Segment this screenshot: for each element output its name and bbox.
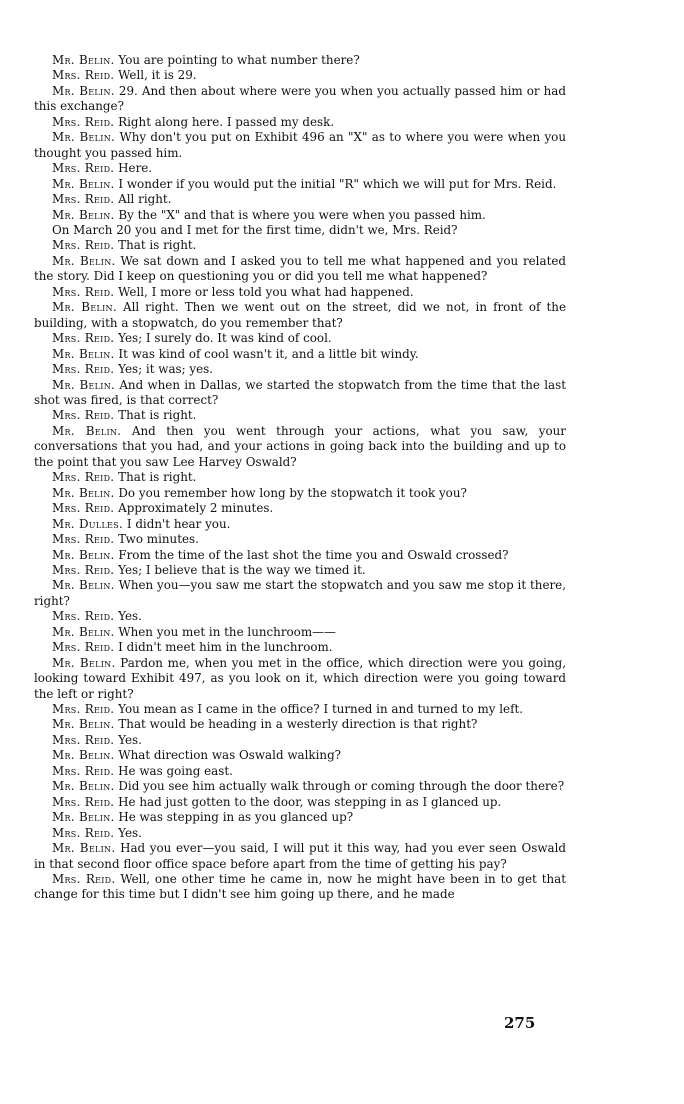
speaker-label: Mrs. Reid. bbox=[52, 331, 115, 346]
transcript-paragraph bbox=[34, 115, 566, 130]
speaker-label: Mr. Belin. bbox=[52, 624, 115, 639]
paragraph-text: Did you see him actually walk through or coming through the door there? bbox=[118, 779, 565, 794]
transcript-paragraph bbox=[34, 717, 566, 732]
transcript-paragraph bbox=[34, 254, 566, 285]
transcript-paragraph bbox=[34, 501, 566, 516]
transcript-paragraph bbox=[34, 424, 566, 470]
paragraph-text: On March 20 you and I met for the first time, didn't we, Mrs. Reid? bbox=[52, 222, 458, 237]
speaker-label: Mrs. Reid. bbox=[52, 161, 115, 176]
paragraph-text: Yes; I surely do. It was kind of cool. bbox=[118, 331, 332, 346]
transcript-paragraph bbox=[34, 609, 566, 624]
transcript-paragraph bbox=[34, 826, 566, 841]
transcript-paragraph bbox=[34, 223, 566, 238]
speaker-label: Mr. Belin. bbox=[52, 377, 116, 392]
transcript-paragraph bbox=[34, 331, 566, 346]
paragraph-text: And when in Dallas, we started the stopwatch from the time that the last shot was fired, is that correct? bbox=[34, 377, 567, 407]
transcript-paragraph bbox=[34, 84, 566, 115]
transcript-paragraph bbox=[34, 192, 566, 207]
speaker-label: Mrs. Reid. bbox=[52, 794, 115, 809]
paragraph-text: Well, one other time he came in, now he might have been in to get that change for this time but I didn't see him going up there, and he made bbox=[34, 872, 566, 902]
transcript-paragraph bbox=[34, 68, 566, 83]
paragraph-text: That is right. bbox=[118, 470, 197, 485]
transcript-paragraph bbox=[34, 795, 566, 810]
transcript-paragraph bbox=[34, 517, 566, 532]
paragraph-text: We sat down and I asked you to tell me what happened and you related the story. Did I keep on questioning you or did you tell me what happened? bbox=[34, 253, 566, 284]
paragraph-text: That is right. bbox=[118, 238, 197, 253]
speaker-label: Mr. Belin. bbox=[52, 53, 115, 67]
speaker-label: Mrs. Reid. bbox=[52, 532, 115, 547]
speaker-label: Mr. Belin. bbox=[52, 578, 115, 593]
paragraph-text: Well, I more or less told you what had happened. bbox=[118, 284, 414, 299]
speaker-label: Mrs. Reid. bbox=[52, 562, 115, 577]
speaker-label: Mrs. Reid. bbox=[52, 640, 115, 655]
transcript-paragraph bbox=[34, 578, 566, 609]
speaker-label: Mrs. Reid. bbox=[52, 872, 116, 887]
transcript-paragraph bbox=[34, 640, 566, 655]
paragraph-text: All right. Then we went out on the street, did we not, in front of the building, with a stopwatch, do you remember that? bbox=[34, 300, 566, 330]
paragraph-text: I wonder if you would put the initial "R" which we will put for Mrs. Reid. bbox=[118, 176, 557, 191]
transcript-paragraph bbox=[34, 733, 566, 748]
transcript-paragraph bbox=[34, 764, 566, 779]
paragraph-text: Yes. bbox=[118, 732, 142, 747]
speaker-label: Mr. Belin. bbox=[52, 485, 115, 500]
paragraph-text: 29. And then about where were you when you actually passed him or had this exchange? bbox=[34, 83, 566, 114]
paragraph-text: Yes; I believe that is the way we timed it. bbox=[118, 562, 366, 577]
speaker-label: Mrs. Reid. bbox=[52, 68, 115, 83]
transcript-paragraph bbox=[34, 208, 566, 223]
paragraph-text: That would be heading in a westerly direction is that right? bbox=[118, 717, 478, 732]
transcript-paragraph bbox=[34, 470, 566, 485]
paragraph-text: Here. bbox=[118, 161, 153, 176]
paragraph-text: And then you went through your actions, what you saw, your conversations that you had, and your actions in going back into the building and up to the point that you saw Lee Harvey Oswald? bbox=[34, 423, 566, 469]
transcript-paragraph bbox=[34, 362, 566, 377]
transcript-paragraph bbox=[34, 656, 566, 702]
paragraph-text: He had just gotten to the door, was stepping in as I glanced up. bbox=[118, 794, 502, 809]
speaker-label: Mrs. Reid. bbox=[52, 114, 115, 129]
speaker-label: Mr. Belin. bbox=[52, 717, 115, 732]
transcript-paragraph bbox=[34, 177, 566, 192]
paragraph-text: That is right. bbox=[118, 408, 197, 423]
speaker-label: Mrs. Reid. bbox=[52, 609, 115, 624]
speaker-label: Mr. Belin. bbox=[52, 130, 116, 145]
speaker-label: Mr. Belin. bbox=[52, 423, 122, 438]
paragraph-text: By the "X" and that is where you were when you passed him. bbox=[118, 207, 486, 222]
speaker-label: Mr. Belin. bbox=[52, 83, 115, 98]
speaker-label: Mrs. Reid. bbox=[52, 470, 115, 485]
speaker-label: Mr. Belin. bbox=[52, 779, 115, 794]
speaker-label: Mrs. Reid. bbox=[52, 702, 115, 717]
speaker-label: Mr. Belin. bbox=[52, 207, 115, 222]
speaker-label: Mrs. Reid. bbox=[52, 501, 115, 516]
transcript-paragraph bbox=[34, 563, 566, 578]
speaker-label: Mr. Belin. bbox=[52, 346, 115, 361]
speaker-label: Mrs. Reid. bbox=[52, 408, 115, 423]
speaker-label: Mr. Belin. bbox=[52, 810, 115, 825]
transcript-paragraph bbox=[34, 779, 566, 794]
paragraph-text: Pardon me, when you met in the office, which direction were you going, looking toward Exhibit 497, as you look on it, which direction were you going toward the left or right? bbox=[34, 655, 566, 701]
speaker-label: Mr. Belin. bbox=[52, 253, 116, 268]
speaker-label: Mrs. Reid. bbox=[52, 192, 115, 207]
transcript-paragraph bbox=[34, 841, 566, 872]
speaker-label: Mr. Belin. bbox=[52, 176, 115, 191]
transcript-paragraph bbox=[34, 532, 566, 547]
transcript-paragraph bbox=[34, 130, 566, 161]
transcript-paragraph bbox=[34, 408, 566, 423]
paragraph-text: What direction was Oswald walking? bbox=[118, 748, 342, 763]
speaker-label: Mrs. Reid. bbox=[52, 825, 115, 840]
speaker-label: Mrs. Reid. bbox=[52, 732, 115, 747]
paragraph-text: Had you ever—you said, I will put it this way, had you ever seen Oswald in that second floor office space before apart from the time of getting his pay? bbox=[34, 841, 567, 871]
speaker-label: Mrs. Reid. bbox=[52, 362, 115, 377]
transcript-paragraph bbox=[34, 872, 566, 903]
paragraph-text: Yes; it was; yes. bbox=[118, 362, 214, 377]
transcript-body bbox=[34, 53, 566, 903]
paragraph-text: From the time of the last shot the time you and Oswald crossed? bbox=[118, 547, 509, 562]
page-number: 275 bbox=[504, 1014, 536, 1032]
speaker-label: Mrs. Reid. bbox=[52, 763, 115, 778]
paragraph-text: Why don't you put on Exhibit 496 an "X" as to where you were when you thought you passed him. bbox=[34, 130, 566, 160]
paragraph-text: Well, it is 29. bbox=[118, 68, 197, 83]
paragraph-text: He was stepping in as you glanced up? bbox=[118, 810, 354, 825]
paragraph-text: Yes. bbox=[118, 609, 142, 624]
transcript-paragraph bbox=[34, 625, 566, 640]
transcript-paragraph bbox=[34, 548, 566, 563]
paragraph-text: Do you remember how long by the stopwatch it took you? bbox=[118, 485, 467, 500]
paragraph-text: You mean as I came in the office? I turned in and turned to my left. bbox=[118, 702, 524, 717]
transcript-paragraph bbox=[34, 486, 566, 501]
paragraph-text: Yes. bbox=[118, 825, 142, 840]
paragraph-text: Two minutes. bbox=[118, 532, 199, 547]
transcript-paragraph bbox=[34, 810, 566, 825]
speaker-label: Mr. Belin. bbox=[52, 547, 115, 562]
transcript-paragraph bbox=[34, 238, 566, 253]
transcript-paragraph bbox=[34, 378, 566, 409]
speaker-label: Mr. Belin. bbox=[52, 841, 116, 856]
paragraph-text: You are pointing to what number there? bbox=[118, 53, 360, 67]
paragraph-text: He was going east. bbox=[118, 763, 233, 778]
transcript-paragraph bbox=[34, 300, 566, 331]
speaker-label: Mrs. Reid. bbox=[52, 284, 115, 299]
paragraph-text: Right along here. I passed my desk. bbox=[118, 114, 335, 129]
paragraph-text: When you met in the lunchroom—— bbox=[118, 624, 336, 639]
speaker-label: Mr. Dulles. bbox=[52, 516, 124, 531]
paragraph-text: I didn't hear you. bbox=[126, 516, 231, 531]
paragraph-text: When you—you saw me start the stopwatch and you saw me stop it there, right? bbox=[34, 578, 566, 608]
speaker-label: Mr. Belin. bbox=[52, 748, 115, 763]
transcript-paragraph bbox=[34, 347, 566, 362]
speaker-label: Mrs. Reid. bbox=[52, 238, 115, 253]
paragraph-text: It was kind of cool wasn't it, and a little bit windy. bbox=[118, 346, 419, 361]
transcript-paragraph bbox=[34, 702, 566, 717]
paragraph-text: Approximately 2 minutes. bbox=[118, 501, 274, 516]
transcript-paragraph bbox=[34, 53, 566, 68]
speaker-label: Mr. Belin. bbox=[52, 655, 116, 670]
transcript-paragraph bbox=[34, 285, 566, 300]
speaker-label: Mr. Belin. bbox=[52, 300, 117, 315]
paragraph-text: I didn't meet him in the lunchroom. bbox=[118, 640, 333, 655]
transcript-paragraph bbox=[34, 161, 566, 176]
transcript-paragraph bbox=[34, 748, 566, 763]
paragraph-text: All right. bbox=[118, 192, 172, 207]
